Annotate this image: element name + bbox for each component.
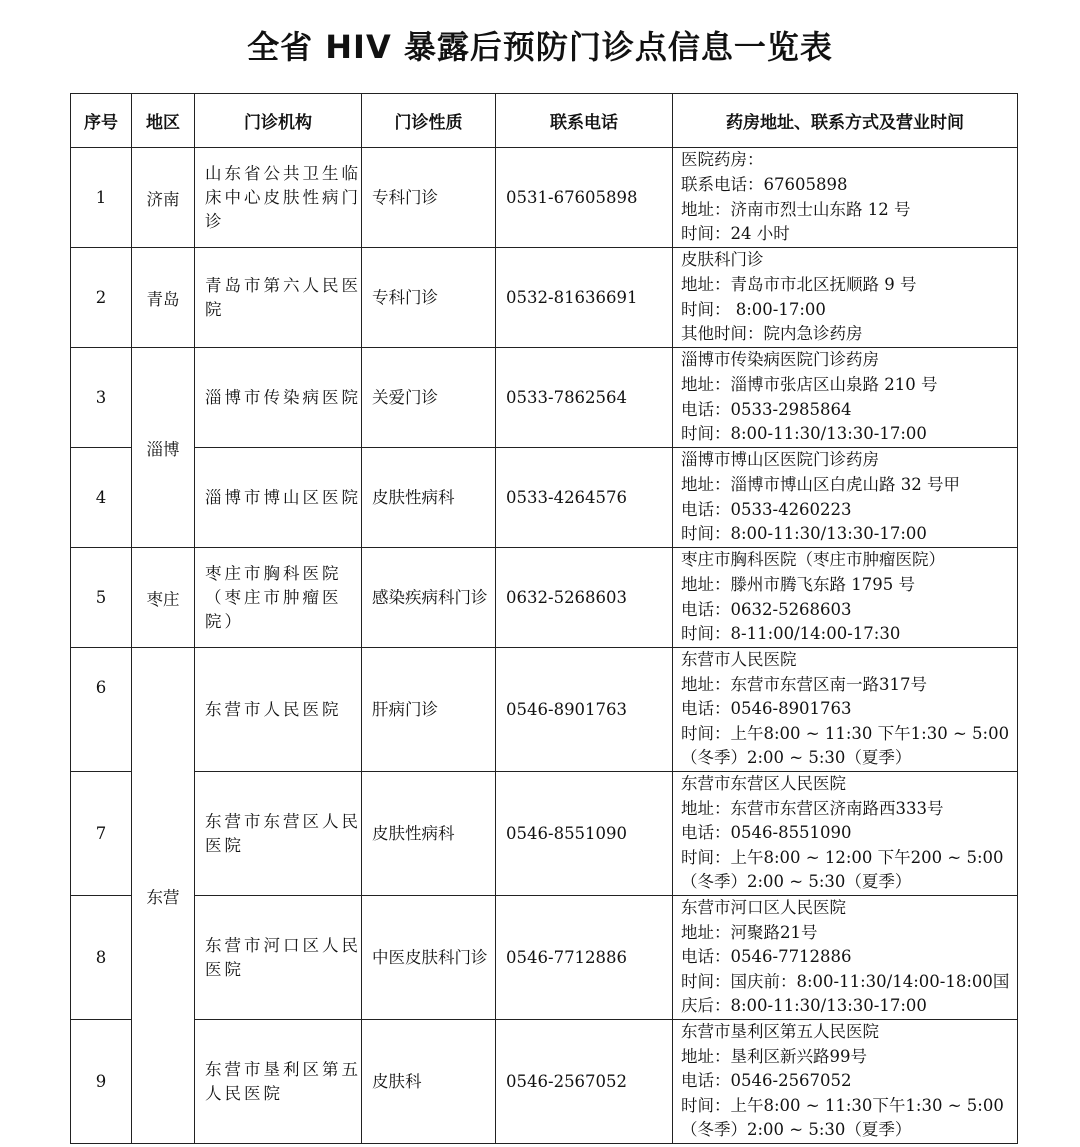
info-line: 地址：淄博市博山区白虎山路 32 号甲 [681,474,960,494]
clinic-name: 东营市河口区人民医院 [195,896,362,1020]
region-cell: 淄博 [132,348,195,548]
info-line: 东营市垦利区第五人民医院 [681,1022,879,1042]
pharmacy-info [673,548,1018,648]
clinic-name: 东营市东营区人民医院 [195,772,362,896]
row-number: 4 [71,448,132,548]
info-line: 东营市河口区人民医院 [681,898,846,918]
contact-phone: 0546-2567052 [496,1020,673,1144]
contact-phone: 0546-8551090 [496,772,673,896]
clinic-type: 专科门诊 [362,148,496,248]
clinic-table [70,93,1018,1144]
info-line: 庆后：8:00-11:30/13:30-17:00 [681,996,927,1016]
row-number: 9 [71,1020,132,1144]
info-line: 地址：济南市烈士山东路 12 号 [681,199,911,219]
pharmacy-info [673,148,1018,248]
contact-phone: 0532-81636691 [496,248,673,348]
info-line: 东营市东营区人民医院 [681,774,846,794]
clinic-type: 皮肤性病科 [362,448,496,548]
clinic-type: 肝病门诊 [362,648,496,772]
clinic-name: 东营市垦利区第五人民医院 [195,1020,362,1144]
clinic-name: 山东省公共卫生临床中心皮肤性病门诊 [195,148,362,248]
row-number: 6 [71,648,132,772]
info-line: 时间：上午8:00 ~ 12:00 下午200 ~ 5:00 [681,847,1004,867]
info-line: 东营市人民医院 [681,650,797,670]
info-line: （冬季）2:00 ~ 5:30（夏季） [681,872,912,892]
region-cell: 青岛 [132,248,195,348]
region-cell: 东营 [132,648,195,1144]
row-number: 3 [71,348,132,448]
clinic-name: 青岛市第六人民医院 [195,248,362,348]
info-line: 地址：滕州市腾飞东路 1795 号 [681,574,915,594]
info-line: 时间：24 小时 [681,224,790,244]
table-header-row [71,94,1018,148]
table-row [71,448,1018,548]
pharmacy-info [673,248,1018,348]
info-line: （冬季）2:00 ~ 5:30（夏季） [681,748,912,768]
region-cell: 枣庄 [132,548,195,648]
info-line: 电话：0546-2567052 [681,1071,852,1091]
info-line: 医院药房： [681,150,764,170]
info-line: 地址：东营市东营区南一路317号 [681,674,927,694]
table-row [71,348,1018,448]
pharmacy-info [673,896,1018,1020]
info-line: 电话：0546-8551090 [681,823,852,843]
info-line: 时间：8-11:00/14:00-17:30 [681,624,901,644]
region-cell: 济南 [132,148,195,248]
info-line: 时间：8:00-11:30/13:30-17:00 [681,424,927,444]
info-line: 地址：东营市东营区济南路西333号 [681,798,944,818]
info-line: 时间：国庆前：8:00-11:30/14:00-18:00国 [681,971,1010,991]
contact-phone: 0533-4264576 [496,448,673,548]
info-line: 时间：8:00-11:30/13:30-17:00 [681,524,927,544]
clinic-name: 枣庄市胸科医院（枣庄市肿瘤医院） [195,548,362,648]
clinic-type: 专科门诊 [362,248,496,348]
table-row [71,148,1018,248]
info-line: 皮肤科门诊 [681,250,764,270]
header-no: 序号 [71,94,132,148]
clinic-type: 皮肤性病科 [362,772,496,896]
clinic-type: 感染疾病科门诊 [362,548,496,648]
info-line: 枣庄市胸科医院（枣庄市肿瘤医院） [681,550,945,570]
info-line: 电话：0546-7712886 [681,947,852,967]
contact-phone: 0533-7862564 [496,348,673,448]
contact-phone: 0531-67605898 [496,148,673,248]
info-line: 时间：上午8:00 ~ 11:30 下午1:30 ~ 5:00 [681,723,1010,743]
header-clinic: 门诊机构 [195,94,362,148]
info-line: （冬季）2:00 ~ 5:30（夏季） [681,1120,912,1140]
pharmacy-info [673,648,1018,772]
header-phone: 联系电话 [496,94,673,148]
row-number: 2 [71,248,132,348]
pharmacy-info [673,348,1018,448]
row-number: 7 [71,772,132,896]
pharmacy-info [673,1020,1018,1144]
clinic-type: 关爱门诊 [362,348,496,448]
info-line: 地址：淄博市张店区山泉路 210 号 [681,374,938,394]
table-row [71,1020,1018,1144]
info-line: 时间：上午8:00 ~ 11:30下午1:30 ~ 5:00 [681,1095,1004,1115]
clinic-name: 淄博市博山区医院 [195,448,362,548]
table-row [71,896,1018,1020]
header-pharmacy-info: 药房地址、联系方式及营业时间 [673,94,1018,148]
clinic-type: 皮肤科 [362,1020,496,1144]
page-title: 全省 HIV 暴露后预防门诊点信息一览表 [247,28,833,66]
header-type: 门诊性质 [362,94,496,148]
table-row [71,772,1018,896]
row-number: 1 [71,148,132,248]
clinic-type: 中医皮肤科门诊 [362,896,496,1020]
info-line: 地址：青岛市市北区抚顺路 9 号 [681,274,917,294]
contact-phone: 0632-5268603 [496,548,673,648]
info-line: 其他时间：院内急诊药房 [681,324,863,344]
info-line: 时间： 8:00-17:00 [681,299,826,319]
row-number: 8 [71,896,132,1020]
info-line: 地址：河聚路21号 [681,922,818,942]
info-line: 地址：垦利区新兴路99号 [681,1046,867,1066]
pharmacy-info [673,772,1018,896]
pharmacy-info [673,448,1018,548]
info-line: 联系电话：67605898 [681,174,848,194]
table-row [71,248,1018,348]
info-line: 淄博市传染病医院门诊药房 [681,350,879,370]
info-line: 电话：0632-5268603 [681,599,852,619]
row-number: 5 [71,548,132,648]
info-line: 电话：0533-4260223 [681,499,852,519]
table-row [71,648,1018,772]
info-line: 淄博市博山区医院门诊药房 [681,450,879,470]
info-line: 电话：0533-2985864 [681,399,852,419]
clinic-name: 东营市人民医院 [195,648,362,772]
table-row [71,548,1018,648]
contact-phone: 0546-8901763 [496,648,673,772]
header-region: 地区 [132,94,195,148]
clinic-name: 淄博市传染病医院 [195,348,362,448]
contact-phone: 0546-7712886 [496,896,673,1020]
info-line: 电话：0546-8901763 [681,699,852,719]
